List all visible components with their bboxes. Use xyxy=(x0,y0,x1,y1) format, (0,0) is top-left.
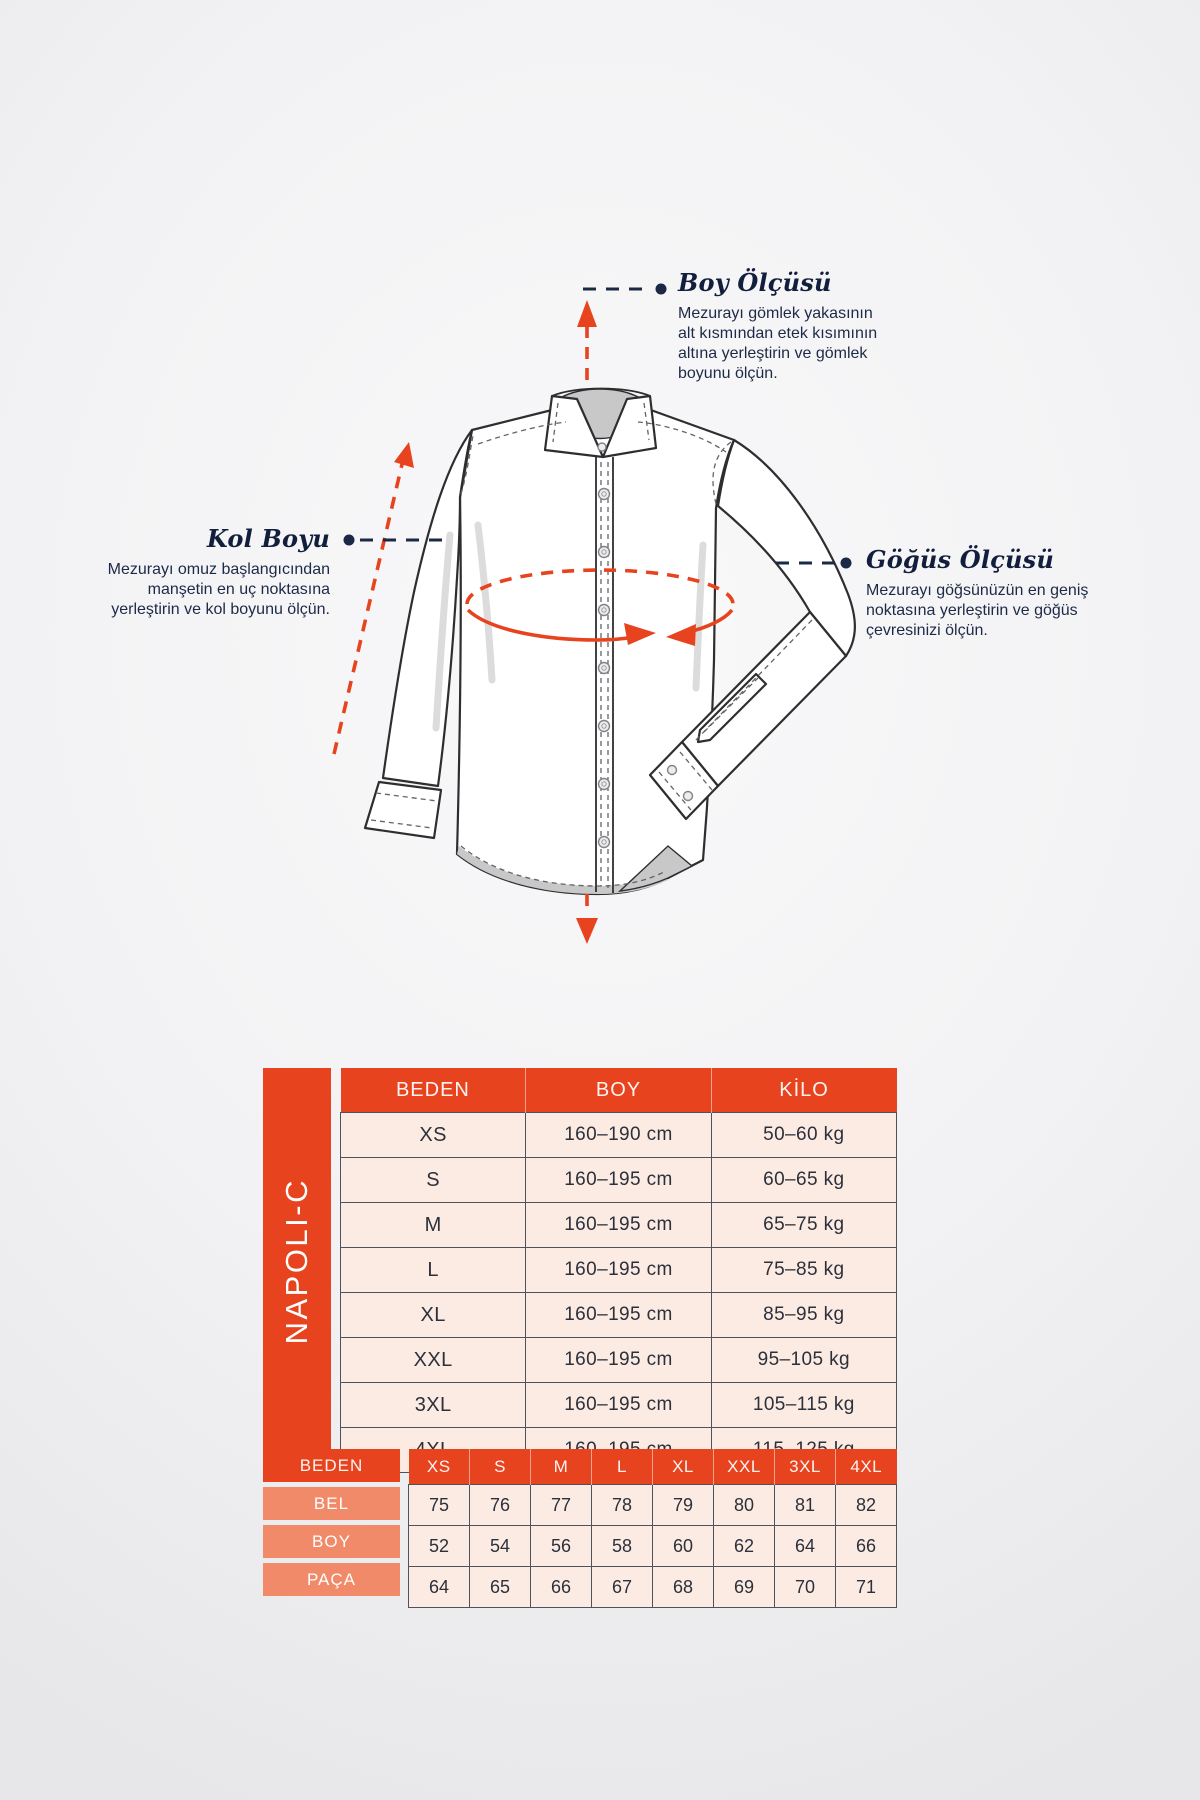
size-table-row xyxy=(341,1293,897,1338)
measure-label-col xyxy=(263,1449,400,1596)
kol-connector xyxy=(344,535,448,546)
size-table-cell: 160–195 cm xyxy=(526,1293,711,1338)
measure-cell: 82 xyxy=(836,1485,897,1526)
size-table-row xyxy=(341,1113,897,1158)
size-table-row xyxy=(341,1248,897,1293)
size-table-cell: 50–60 kg xyxy=(711,1113,896,1158)
measure-col-header: 4XL xyxy=(836,1449,897,1485)
size-table-cell: 95–105 kg xyxy=(711,1338,896,1383)
gogus-olcusu-title: Göğüs Ölçüsü xyxy=(866,545,1055,574)
size-table-cell: 160–195 cm xyxy=(526,1203,711,1248)
boy-connector xyxy=(583,284,667,295)
size-table-row xyxy=(341,1203,897,1248)
measure-cell: 81 xyxy=(775,1485,836,1526)
measure-col-header: M xyxy=(531,1449,592,1485)
measure-row xyxy=(409,1485,897,1526)
measure-cell: 79 xyxy=(653,1485,714,1526)
measure-col-header: S xyxy=(470,1449,531,1485)
measure-cell: 67 xyxy=(592,1567,653,1608)
size-table-cell: 60–65 kg xyxy=(711,1158,896,1203)
measure-cell: 69 xyxy=(714,1567,775,1608)
size-table-cell: 160–195 cm xyxy=(526,1158,711,1203)
size-table-cell: 105–115 kg xyxy=(711,1383,896,1428)
size-table-body xyxy=(341,1113,897,1473)
measure-cell: 77 xyxy=(531,1485,592,1526)
measure-cell: 68 xyxy=(653,1567,714,1608)
measure-cell: 58 xyxy=(592,1526,653,1567)
measure-table xyxy=(408,1449,897,1608)
size-table-row xyxy=(341,1158,897,1203)
measure-col-header: L xyxy=(592,1449,653,1485)
kol-boyu-desc: Mezurayı omuz başlangıcından manşetin en uç noktasına yerleştirin ve kol boyunu ölçün. xyxy=(107,561,330,618)
size-table-cell: XL xyxy=(341,1293,526,1338)
size-table-header-boy: BOY xyxy=(526,1068,711,1113)
measure-cell: 56 xyxy=(531,1526,592,1567)
measure-col-header: XXL xyxy=(714,1449,775,1485)
size-table-cell: 160–195 cm xyxy=(526,1338,711,1383)
shirt-buttons xyxy=(599,489,610,848)
measure-cell: 70 xyxy=(775,1567,836,1608)
measure-cell: 66 xyxy=(836,1526,897,1567)
size-table-cell: 160–195 cm xyxy=(526,1383,711,1428)
size-table-cell: XS xyxy=(341,1113,526,1158)
measure-cell: 64 xyxy=(775,1526,836,1567)
length-arrow-up-icon xyxy=(577,300,597,380)
size-table-cell: XXL xyxy=(341,1338,526,1383)
measure-cell: 65 xyxy=(470,1567,531,1608)
measure-row-label: BEL xyxy=(263,1487,400,1520)
measure-cell: 75 xyxy=(409,1485,470,1526)
size-table-cell: 75–85 kg xyxy=(711,1248,896,1293)
shirt-illustration xyxy=(365,389,855,895)
measure-row-label: PAÇA xyxy=(263,1563,400,1596)
measure-row xyxy=(409,1526,897,1567)
sleeve-arrow-icon xyxy=(334,442,414,754)
measure-row xyxy=(409,1567,897,1608)
size-table-row xyxy=(341,1383,897,1428)
gogus-connector xyxy=(776,558,852,569)
size-table-cell: M xyxy=(341,1203,526,1248)
size-table-cell: L xyxy=(341,1248,526,1293)
measure-col-header: 3XL xyxy=(775,1449,836,1485)
measure-cell: 62 xyxy=(714,1526,775,1567)
measure-cell: 66 xyxy=(531,1567,592,1608)
measure-cell: 80 xyxy=(714,1485,775,1526)
size-table-cell: 160–190 cm xyxy=(526,1113,711,1158)
measure-cell: 71 xyxy=(836,1567,897,1608)
chest-measure-ellipse xyxy=(467,570,733,646)
boy-olcusu-title: Boy Ölçüsü xyxy=(678,268,832,297)
size-table-cell: 3XL xyxy=(341,1383,526,1428)
length-arrow-down-icon xyxy=(576,894,598,944)
measure-col-header: XL xyxy=(653,1449,714,1485)
measure-body xyxy=(409,1485,897,1608)
size-table-cell: 85–95 kg xyxy=(711,1293,896,1338)
brand-bar xyxy=(263,1068,331,1455)
measure-cell: 76 xyxy=(470,1485,531,1526)
measure-head-row xyxy=(409,1449,897,1485)
measure-cell: 54 xyxy=(470,1526,531,1567)
measure-cell: 64 xyxy=(409,1567,470,1608)
measure-row-label: BOY xyxy=(263,1525,400,1558)
measure-cell: 60 xyxy=(653,1526,714,1567)
measure-col-header: XS xyxy=(409,1449,470,1485)
size-table-header-beden: BEDEN xyxy=(341,1068,526,1113)
size-table-header-row xyxy=(341,1068,897,1113)
gogus-olcusu-desc: Mezurayı göğsünüzün en geniş noktasına yerleştirin ve göğüs çevresinizi ölçün. xyxy=(866,582,1089,639)
size-table-row xyxy=(341,1338,897,1383)
size-table-header-kilo: KİLO xyxy=(711,1068,896,1113)
kol-boyu-title: Kol Boyu xyxy=(206,524,330,553)
measure-corner-label: BEDEN xyxy=(263,1449,400,1482)
annotation-gogus-olcusu xyxy=(866,545,1108,641)
brand-label: NAPOLI-C xyxy=(279,1178,314,1345)
size-table-cell: 65–75 kg xyxy=(711,1203,896,1248)
size-table xyxy=(340,1068,897,1473)
size-table-cell: S xyxy=(341,1158,526,1203)
annotation-boy-olcusu xyxy=(678,268,890,384)
measure-cell: 78 xyxy=(592,1485,653,1526)
boy-olcusu-desc: Mezurayı gömlek yakasının alt kısmından etek kısımının altına yerleştirin ve gömlek boyunu ölçün. xyxy=(678,305,878,382)
annotation-kol-boyu xyxy=(85,524,330,620)
measure-cell: 52 xyxy=(409,1526,470,1567)
size-table-cell: 160–195 cm xyxy=(526,1248,711,1293)
